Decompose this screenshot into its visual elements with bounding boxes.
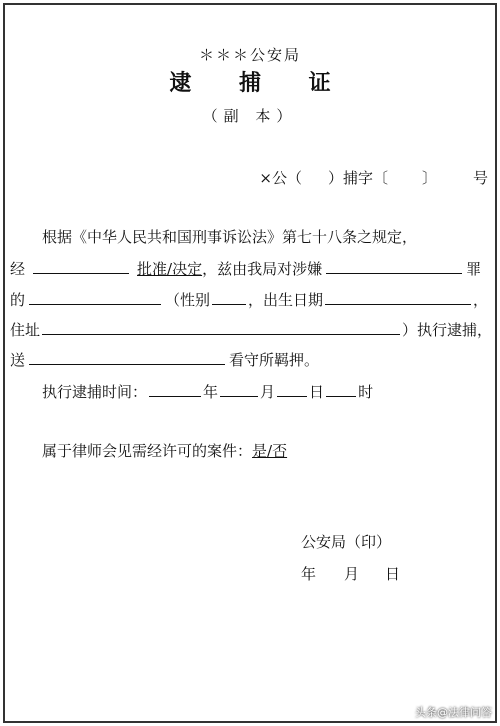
line3-start: 的 [10,291,26,309]
address-label: 住址 [10,321,41,339]
issue-year: 年 [301,565,317,583]
document-title: 逮 捕 证 [169,70,351,96]
document-number [259,167,488,188]
issuing-seal: 公安局（印） [301,533,392,551]
birth-date-blank [325,288,471,305]
hour-label: 时 [358,383,374,401]
hour-blank [326,380,356,397]
watermark: 头条@法律问答 [415,706,492,719]
lawyer-permission-line [42,440,287,462]
day-blank [277,380,307,397]
line5-start: 送 [10,351,26,369]
year-label: 年 [203,383,219,401]
arrest-time-line [42,380,373,402]
lawyer-question: 属于律师会见需经许可的案件： [42,442,253,460]
charge-blank [326,257,462,274]
body-line-2 [10,257,481,279]
doc-number-close: 〕 [421,169,437,187]
issue-date [301,563,400,584]
body-line-3 [10,288,488,310]
line5-end: 看守所羁押。 [229,351,320,369]
day-label: 日 [309,383,325,401]
lawyer-answer: 是/否 [252,442,288,460]
gender-blank [212,288,246,305]
month-label: 月 [260,383,276,401]
month-blank [220,380,258,397]
doc-number-prefix: ×公（ [259,169,302,187]
line2-start: 经 [10,260,26,278]
line4-end: ）执行逮捕， [402,321,493,339]
issue-day: 日 [385,565,401,583]
body-line-4 [10,318,492,340]
address-blank [42,318,400,335]
doc-number-suffix: 号 [472,169,488,187]
year-blank [149,380,201,397]
suspect-name-blank [29,288,161,305]
gender-label: （性别 [165,291,211,309]
arrest-time-label: 执行逮捕时间： [42,383,148,401]
agency-name: ＊＊＊公安局 [198,46,301,64]
birth-label: ，出生日期 [248,291,324,309]
copy-label: （副 本） [202,107,298,125]
approver-blank [33,257,129,274]
doc-number-middle: ）捕字〔 [327,169,388,187]
line3-end: ， [473,291,489,309]
body-line-1 [42,226,417,248]
body-line-5 [10,348,319,370]
issue-month: 月 [344,565,360,583]
line2-end: 罪 [466,260,482,278]
line2-after: ，兹由我局对涉嫌 [202,260,323,278]
approval-option: 批准/决定 [137,260,203,278]
legal-basis-text: 根据《中华人民共和国刑事诉讼法》第七十八条之规定， [42,228,418,246]
detention-center-blank [29,348,225,365]
